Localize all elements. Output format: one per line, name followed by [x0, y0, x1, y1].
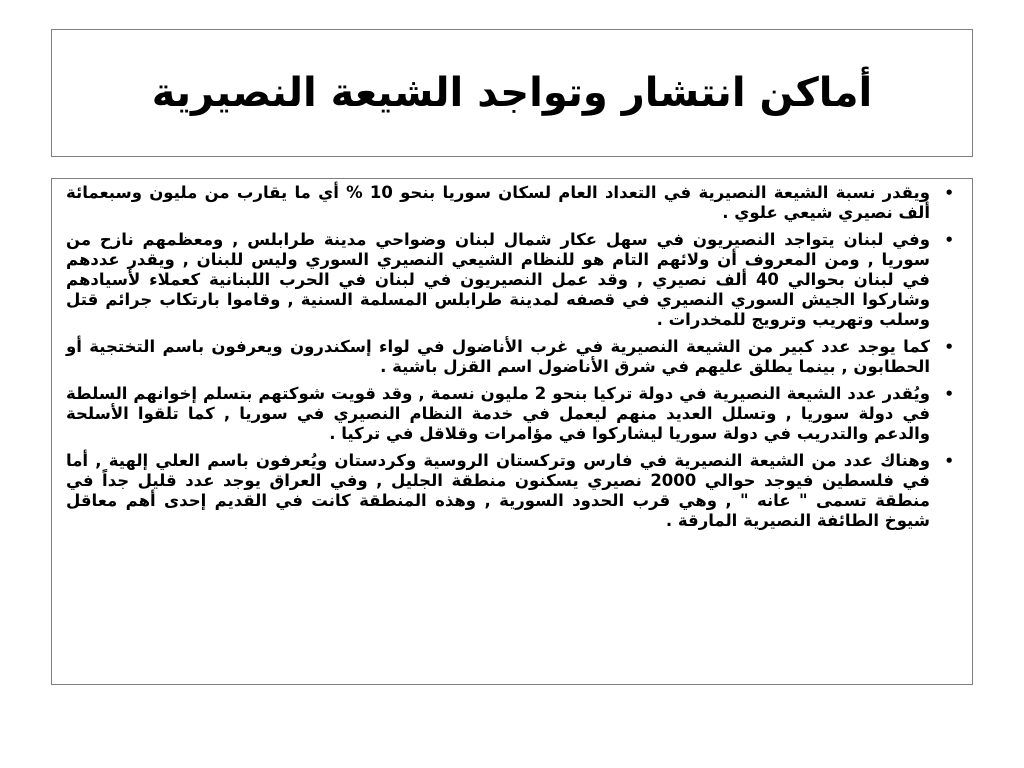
bullet-item — [66, 384, 956, 444]
bullet-icon: • — [944, 338, 954, 356]
bullet-icon: • — [944, 385, 954, 403]
bullet-text: وفي لبنان يتواجد النصيريون في سهل عكار شمال لبنان وضواحي مدينة طرابلس , ومعظمهم نازح من سوريا , ومن المعروف أن ولائهم التام هو للنظام الشيعي النصيري السوري وليس للبنان , ويقدر عددهم في لبنان بحوالي 40 ألف نصيري , وقد عمل النصيريون في لبنان في الحرب اللبنانية كعملاء لأسيادهم وشاركوا الجيش السوري النصيري في قصفه لمدينة طرابلس المسلمة السنية , وقاموا بارتكاب جرائم قتل وسلب وتهريب وترويج للمخدرات . — [66, 230, 930, 329]
bullet-text: وهناك عدد من الشيعة النصيرية في فارس وتركستان الروسية وكردستان ويُعرفون باسم العلي إلهية , أما في فلسطين فيوجد حوالي 2000 نصيري يسكنون منطقة الجليل , وفي العراق يوجد عدد قليل جداً في منطقة تسمى " عانه " , وهي قرب الحدود السورية , وهذه المنطقة كانت في القديم إحدى أهم معاقل شيوخ الطائفة النصيرية المارقة . — [66, 451, 930, 530]
bullet-list — [66, 183, 956, 531]
slide-title: أماكن انتشار وتواجد الشيعة النصيرية — [151, 70, 873, 116]
title-placeholder — [51, 29, 973, 157]
bullet-item — [66, 230, 956, 330]
bullet-item — [66, 183, 956, 223]
bullet-text: كما يوجد عدد كبير من الشيعة النصيرية في غرب الأناضول في لواء إسكندرون ويعرفون باسم التختجية أو الحطابون , بينما يطلق عليهم في شرق الأناضول اسم القزل باشية . — [66, 337, 930, 376]
bullet-item — [66, 451, 956, 531]
bullet-icon: • — [944, 184, 954, 202]
bullet-icon: • — [944, 452, 954, 470]
bullet-item — [66, 337, 956, 377]
bullet-text: ويُقدر عدد الشيعة النصيرية في دولة تركيا بنحو 2 مليون نسمة , وقد قويت شوكتهم بتسلم إخوانهم السلطة في دولة سوريا , وتسلل العديد منهم ليعمل في خدمة النظام النصيري في سوريا , كما تلقوا الأسلحة والدعم والتدريب في دولة سوريا ليشاركوا في مؤامرات وقلاقل في تركيا . — [66, 384, 930, 443]
bullet-text: ويقدر نسبة الشيعة النصيرية في التعداد العام لسكان سوريا بنحو 10 % أي ما يقارب من مليون وسبعمائة ألف نصيري شيعي علوي . — [66, 183, 930, 222]
bullet-icon: • — [944, 231, 954, 249]
content-placeholder — [51, 178, 973, 685]
